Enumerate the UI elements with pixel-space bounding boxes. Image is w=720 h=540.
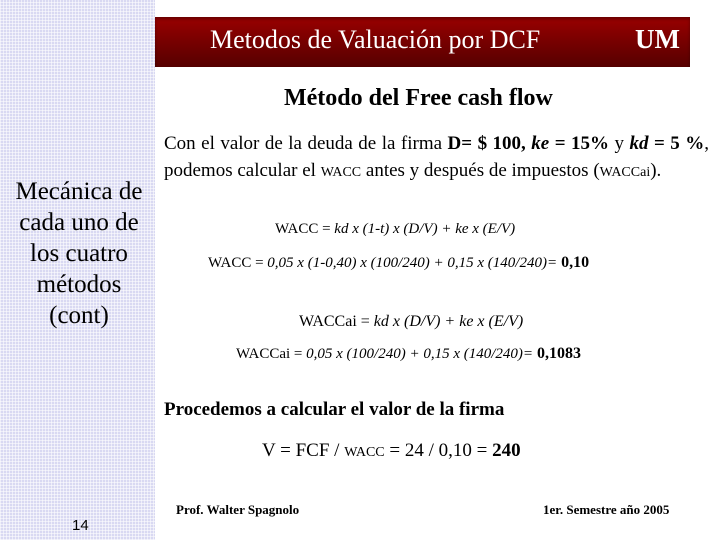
um-logo: UM bbox=[635, 24, 680, 54]
waccai-result: 0,1083 bbox=[533, 345, 581, 362]
intro-waccai: WACCai bbox=[599, 165, 651, 180]
wacc-calculation-label: WACC = bbox=[208, 255, 268, 271]
intro-wacc: WACC bbox=[320, 165, 362, 180]
intro-text-2: y bbox=[609, 133, 630, 154]
firm-value-result: 240 bbox=[492, 440, 521, 461]
waccai-calculation-label: WACCai = bbox=[236, 346, 307, 362]
firm-value-formula bbox=[262, 440, 521, 462]
waccai-calculation-math: 0,05 x (100/240) + 0,15 x (140/240)= bbox=[306, 346, 533, 362]
intro-debt: D= $ 100, bbox=[447, 133, 532, 154]
waccai-formula bbox=[299, 313, 523, 331]
calc-heading: Procedemos a calcular el valor de la firma bbox=[164, 399, 505, 420]
intro-kd: kd bbox=[629, 133, 649, 154]
intro-paragraph bbox=[164, 130, 709, 186]
footer-author: Prof. Walter Spagnolo bbox=[176, 502, 300, 517]
waccai-formula-math: kd x (D/V) + ke x (E/V) bbox=[373, 313, 524, 330]
waccai-formula-label: WACCai = bbox=[299, 313, 374, 330]
side-label: Mecánica de cada uno de los cuatro métodos (cont) bbox=[15, 178, 143, 329]
intro-text-4: antes y después de impuestos ( bbox=[361, 160, 600, 181]
firm-value-wacc: WACC bbox=[344, 445, 385, 460]
wacc-formula bbox=[275, 221, 515, 238]
header-bar bbox=[155, 17, 690, 67]
firm-value-post: = 24 / 0,10 = bbox=[384, 440, 493, 461]
intro-ke: ke bbox=[531, 133, 550, 154]
firm-value-pre: V = FCF / bbox=[262, 440, 345, 461]
slide-number: 14 bbox=[72, 517, 89, 534]
intro-kd-value: = 5 % bbox=[648, 133, 705, 154]
intro-text-5: ). bbox=[650, 160, 662, 181]
wacc-calculation-math: 0,05 x (1-0,40) x (100/240) + 0,15 x (140/240)= bbox=[267, 255, 558, 271]
wacc-formula-math: kd x (1-t) x (D/V) + ke x (E/V) bbox=[334, 221, 516, 237]
waccai-calculation bbox=[236, 345, 581, 363]
wacc-result: 0,10 bbox=[557, 254, 590, 271]
intro-ke-value: = 15% bbox=[549, 133, 610, 154]
wacc-calculation bbox=[208, 254, 589, 272]
footer-semester: 1er. Semestre año 2005 bbox=[543, 502, 670, 517]
wacc-formula-label: WACC = bbox=[275, 221, 335, 237]
section-heading: Método del Free cash flow bbox=[284, 85, 553, 111]
intro-text-1: Con el valor de la deuda de la firma bbox=[164, 133, 448, 154]
slide-title: Metodos de Valuación por DCF bbox=[210, 25, 541, 54]
intro-text-3: , podemos calcular el bbox=[164, 133, 710, 181]
